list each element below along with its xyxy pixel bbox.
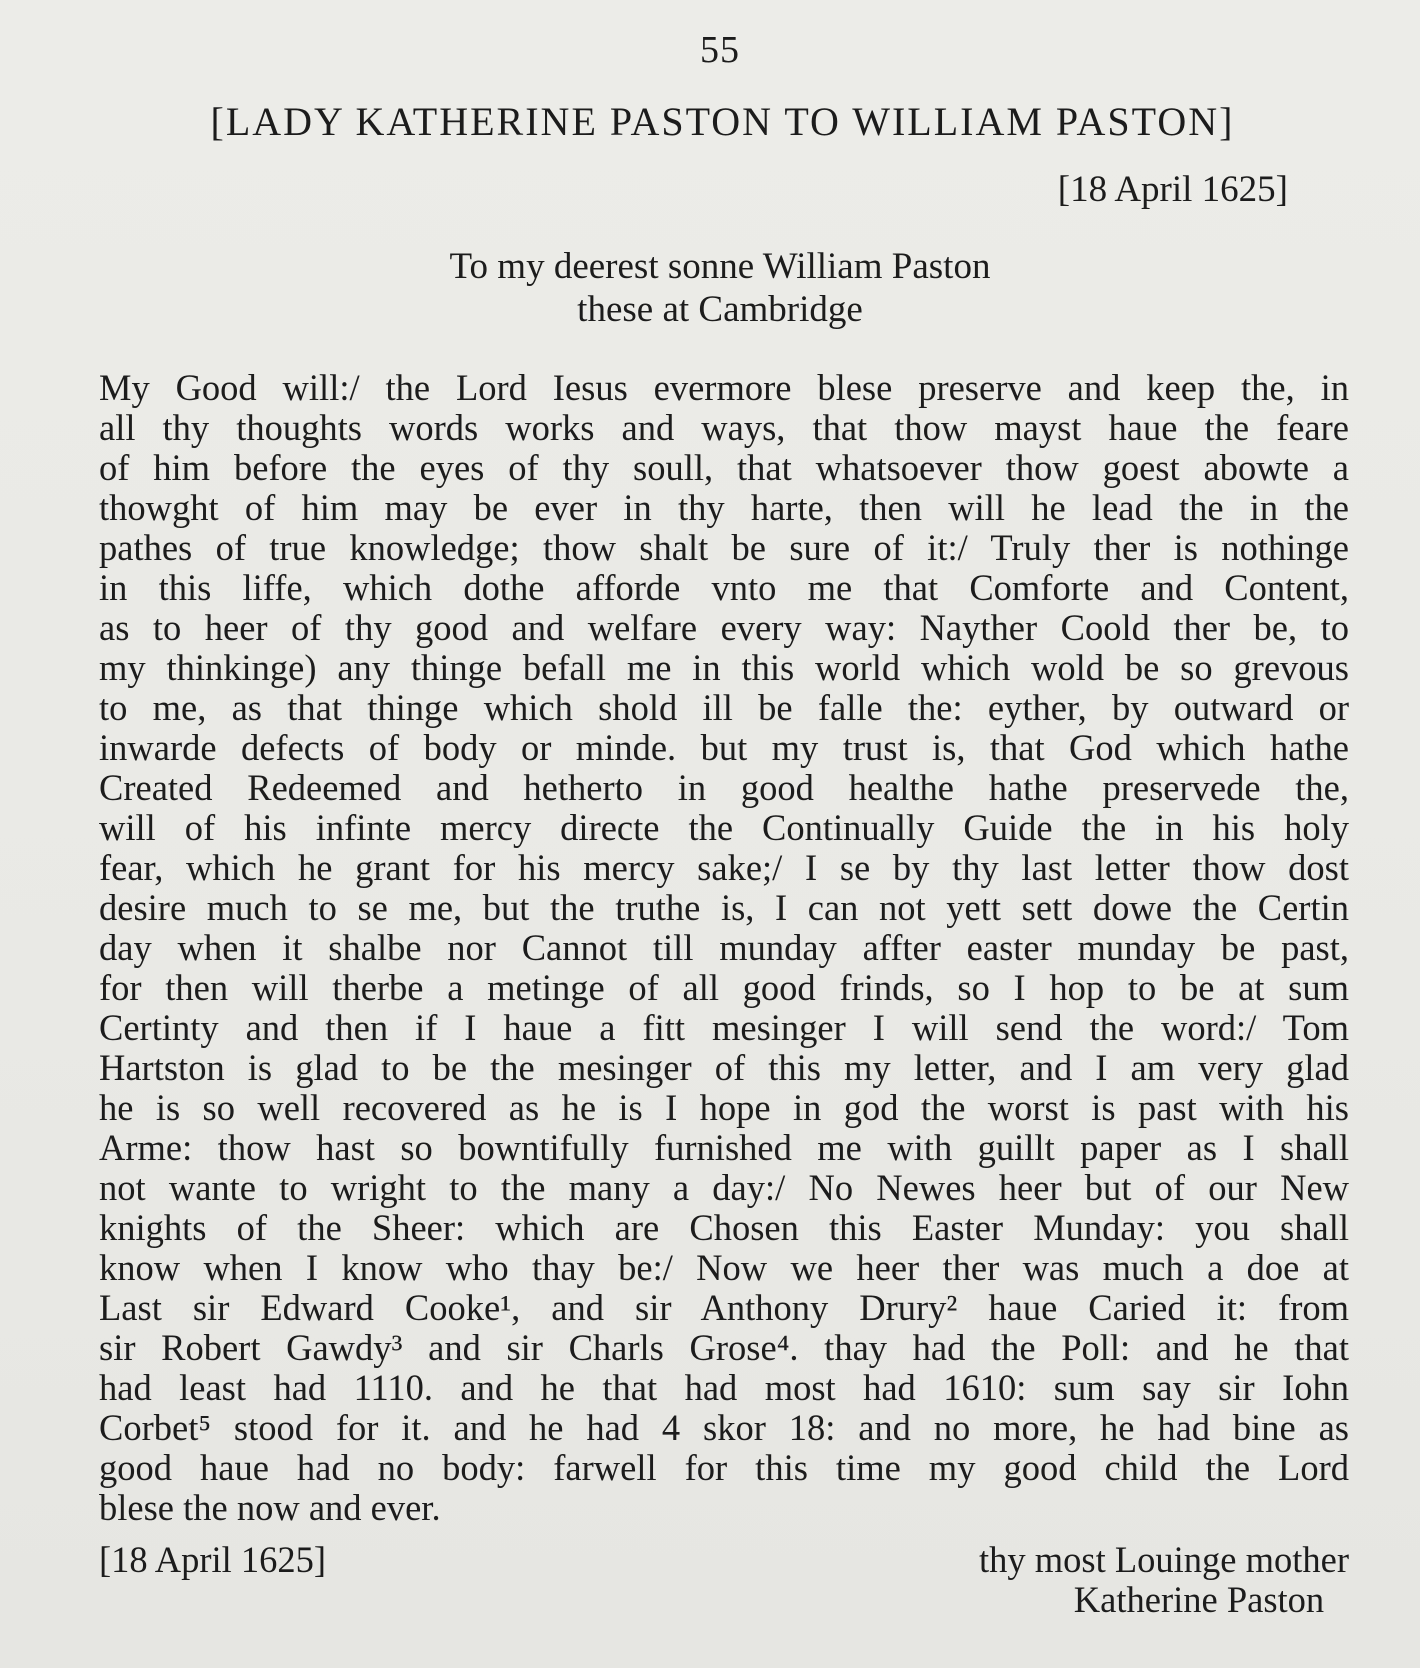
page-number: 55 — [700, 29, 740, 71]
body-line: Hartston is glad to be the mesinger of this my letter, and I am very glad — [99, 1047, 1349, 1088]
signoff — [979, 1540, 1349, 1620]
body-line: Created Redeemed and hetherto in good healthe hathe preservede the, — [99, 767, 1349, 808]
letter-address — [0, 245, 1420, 331]
body-line: desire much to se me, but the truthe is, I can not yett sett dowe the Certin — [99, 887, 1349, 928]
body-line: blese the now and ever. — [99, 1487, 441, 1528]
body-line: in this liffe, which dothe afforde vnto me that Comforte and Content, — [99, 567, 1349, 608]
address-line: these at Cambridge — [577, 289, 863, 330]
closing-date: [18 April 1625] — [99, 1539, 327, 1580]
body-line: inwarde defects of body or minde. but my trust is, that God which hathe — [99, 727, 1349, 768]
address-line: To my deerest sonne William Paston — [449, 246, 991, 287]
body-line: good haue had no body: farwell for this time my good child the Lord — [99, 1447, 1349, 1488]
body-line: thowght of him may be ever in thy harte, then will he lead the in the — [99, 487, 1349, 528]
body-line: as to heer of thy good and welfare every way: Nayther Coold ther be, to — [99, 607, 1349, 648]
body-line: fear, which he grant for his mercy sake;/ I se by thy last letter thow dost — [99, 847, 1349, 888]
body-line: Last sir Edward Cooke¹, and sir Anthony Drury² haue Caried it: from — [99, 1287, 1349, 1328]
body-line: of him before the eyes of thy soull, that whatsoever thow goest abowte a — [99, 447, 1349, 488]
valediction: thy most Louinge mother — [978, 1539, 1349, 1580]
body-line: pathes of true knowledge; thow shalt be sure of it:/ Truly ther is nothinge — [99, 527, 1349, 568]
body-line: will of his infinte mercy directe the Continually Guide the in his holy — [99, 807, 1349, 848]
body-line: all thy thoughts words works and ways, that thow mayst haue the feare — [99, 407, 1349, 448]
body-line: Corbet⁵ stood for it. and he had 4 skor 18: and no more, he had bine as — [99, 1407, 1349, 1448]
body-line: sir Robert Gawdy³ and sir Charls Grose⁴. thay had the Poll: and he that — [99, 1327, 1349, 1368]
body-line: know when I know who thay be:/ Now we heer ther was much a doe at — [99, 1247, 1349, 1288]
body-line: not wante to wright to the many a day:/ No Newes heer but of our New — [99, 1167, 1349, 1208]
letter-body — [99, 368, 1349, 1528]
body-line: had least had 1110. and he that had most had 1610: sum say sir Iohn — [99, 1367, 1349, 1408]
body-line: to me, as that thinge which shold ill be falle the: eyther, by outward or — [99, 687, 1349, 728]
signature: Katherine Paston — [1073, 1579, 1325, 1620]
body-line: Arme: thow hast so bowntifully furnished me with guillt paper as I shall — [99, 1127, 1349, 1168]
body-line: for then will therbe a metinge of all good frinds, so I hop to be at sum — [99, 967, 1349, 1008]
body-line: knights of the Sheer: which are Chosen this Easter Munday: you shall — [99, 1207, 1349, 1248]
body-line: my thinkinge) any thinge befall me in this world which wold be so grevous — [99, 647, 1349, 688]
letter-title: [LADY KATHERINE PASTON TO WILLIAM PASTON] — [210, 99, 1235, 144]
body-line: he is so well recovered as he is I hope in god the worst is past with his — [99, 1087, 1349, 1128]
body-line: My Good will:/ the Lord Iesus evermore blese preserve and keep the, in — [99, 367, 1349, 408]
body-line: Certinty and then if I haue a fitt mesinger I will send the word:/ Tom — [99, 1007, 1349, 1048]
letter-date: [18 April 1625] — [1057, 169, 1288, 210]
body-line: day when it shalbe nor Cannot till munday affter easter munday be past, — [99, 927, 1349, 968]
